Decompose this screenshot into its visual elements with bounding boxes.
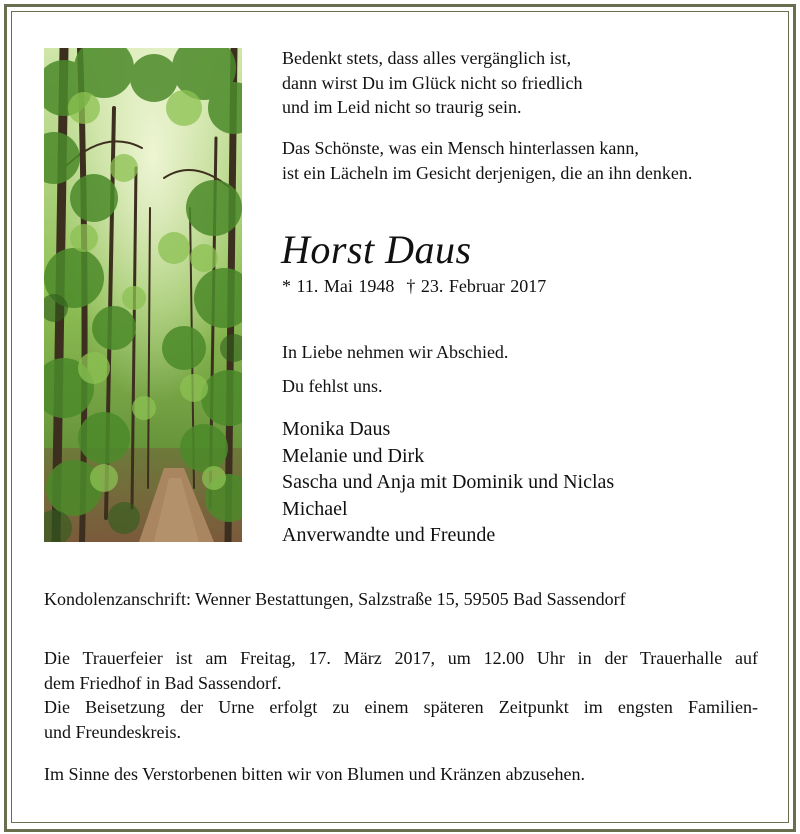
verse-2-line: Das Schönste, was ein Mensch hinterlassen kann, (282, 138, 639, 158)
verse-2-line: ist ein Lächeln im Gesicht derjenigen, die an ihn denken. (282, 162, 693, 183)
mourner-name: Anverwandte und Freunde (282, 524, 496, 546)
funeral-text-line: Die Beisetzung der Urne erfolgt zu einem späteren Zeitpunkt im engsten Familien- (44, 697, 758, 717)
mourner-name: Michael (282, 497, 348, 520)
mourners-list (282, 416, 614, 549)
verse-2 (282, 136, 692, 185)
funeral-text-line: Die Trauerfeier ist am Freitag, 17. März 2017, um 12.00 Uhr in der Trauerhalle auf (44, 648, 758, 668)
verse-1-line: dann wirst Du im Glück nicht so friedlich (282, 72, 583, 93)
mourner-name: Melanie und Dirk (282, 444, 425, 467)
funeral-text-line: und Freundeskreis. (44, 721, 181, 742)
funeral-notice (44, 646, 758, 744)
miss-line: Du fehlst uns. (282, 376, 383, 396)
farewell-line: In Liebe nehmen wir Abschied. (282, 342, 509, 362)
forest-path-photo (44, 48, 242, 542)
death-date: † 23. Februar 2017 (406, 276, 547, 296)
deceased-name: Horst Daus (281, 227, 472, 272)
mourner-name: Monika Daus (282, 418, 391, 440)
mourner-name: Sascha und Anja mit Dominik und Niclas (282, 471, 615, 493)
verse-1-line: und im Leid nicht so traurig sein. (282, 97, 522, 117)
condolence-address: Kondolenzanschrift: Wenner Bestattungen, Salzstraße 15, 59505 Bad Sassendorf (44, 589, 626, 609)
funeral-text-line: dem Friedhof in Bad Sassendorf. (44, 672, 282, 693)
flowers-request: Im Sinne des Verstorbenen bitten wir von Blumen und Kränzen abzusehen. (44, 764, 586, 784)
verse-1-line: Bedenkt stets, dass alles vergänglich ist, (282, 48, 572, 68)
birth-date: * 11. Mai 1948 (282, 276, 395, 296)
life-dates (282, 274, 546, 298)
verse-1 (282, 46, 582, 120)
